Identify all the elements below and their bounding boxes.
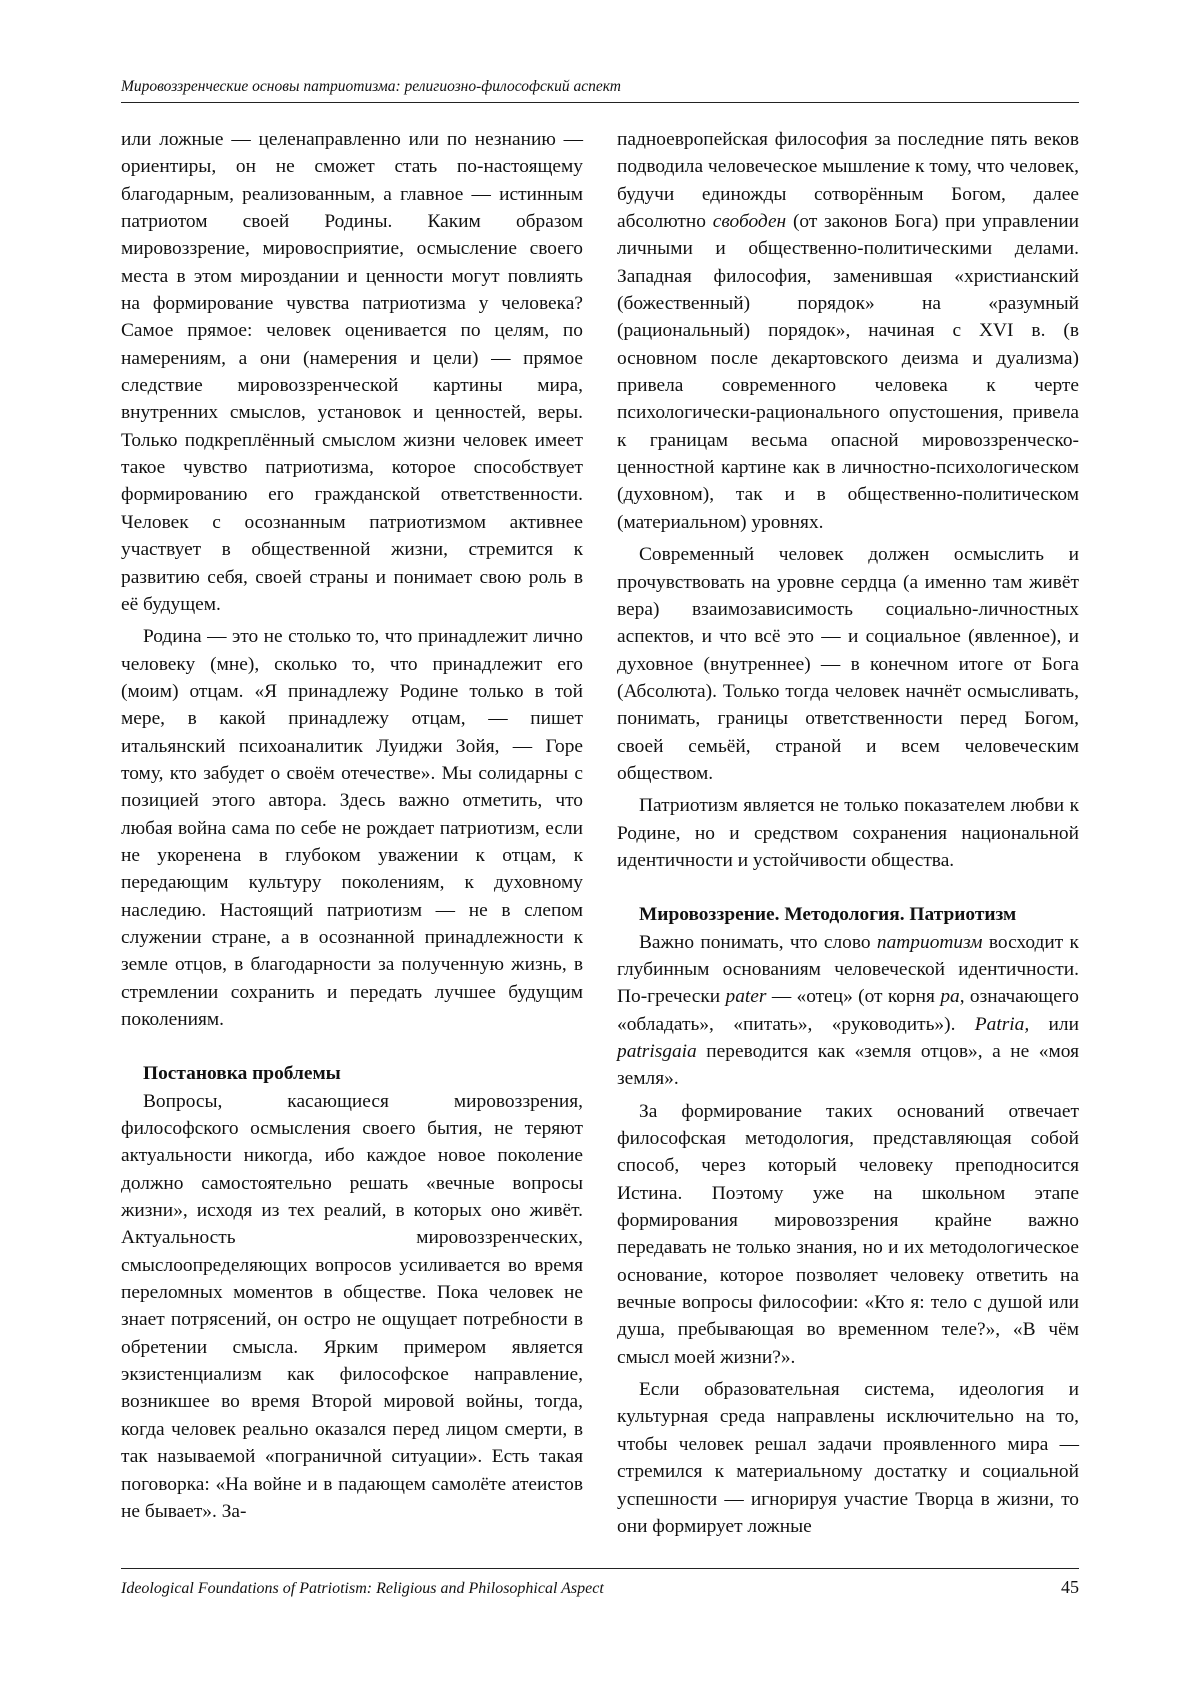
right-paragraph-3: Патриотизм является не только показателем любви к Родине, но и средством сохранения национальной идентичности и устойчивости общества. — [617, 795, 1079, 871]
p4-text-a: Важно понимать, что слово — [639, 931, 871, 953]
footer-divider — [121, 1568, 1079, 1569]
left-column — [121, 126, 583, 1525]
p4-italic-patria: Patria, — [974, 1013, 1030, 1035]
p4-italic-pa: pa — [940, 986, 960, 1008]
right-p1-italic: свободен — [712, 211, 787, 233]
p4-text-d: , означающего «обладать», «питать», «руководить»). — [617, 986, 1080, 1035]
right-paragraph-2: Современный человек должен осмыслить и прочувствовать на уровне сердца (а именно там живёт вера) взаимозависимость социально-личностных аспектов, и что всё это — и социальное (явленное), и духовное (внутреннее) — в конечном итоге от Бога (Абсолюта). Только тогда человек начнёт осмысливать, понимать, границы ответственности перед Богом, своей семьёй, страной и всем человеческим обществом. — [617, 544, 1079, 784]
right-column — [617, 126, 1079, 1540]
left-paragraph-1: или ложные — целенаправленно или по незнанию — ориентиры, он не сможет стать по-настоящему благодарным, реализованным, а главное — истинным патриотом своей Родины. Каким образом мировоззрение, мировосприятие, осмысление своего места в этом мироздании и ценности могут повлиять на формирование чувства патриотизма у человека? Самое прямое: человек оценивается по целям, по намерениям, а они (намерения и цели) — прямое следствие мировоззренческой картины мира, внутренних смыслов, установок и ценностей, веры. Только подкреплённый смыслом жизни человек имеет такое чувство патриотизма, которое способствует формированию его гражданской ответственности. Человек с осознанным патриотизмом активнее участвует в общественной жизни, стремится к развитию себя, своей страны и понимает свою роль в её будущем. — [121, 129, 583, 615]
p4-italic-patrisgaia: patrisgaia — [617, 1041, 697, 1062]
left-paragraph-2: Родина — это не столько то, что принадлежит лично человеку (мне), сколько то, что принадлежит его (моим) отцам. «Я принадлежу Родине только в той мере, в какой принадлежу отцам, — пишет итальянский психоаналитик Луиджи Зойя, — Горе тому, кто забудет о своём отечестве». Мы солидарны с позицией этого автора. Здесь важно отметить, что любая война сама по себе не рождает патриотизм, если не укоренена в глубоком уважении к отцам, к передающим культуру поколениям, к духовному наследию. Настоящий патриотизм — не в слепом служении стране, а в осознанной принадлежности к земле отцов, в благодарности за полученную жизнь, в стремлении сохранить и передать лучшее будущим поколениям. — [121, 626, 583, 1030]
p4-text-e: или — [1048, 1013, 1079, 1035]
p4-text-b: восходит к глубинным основаниям человеческой идентичности. По-гречески — [617, 931, 1079, 1008]
right-paragraph-4 — [617, 929, 1079, 1093]
right-paragraph-1 — [617, 126, 1079, 536]
running-header: Мировоззренческие основы патриотизма: религиозно-философский аспект — [121, 76, 1079, 103]
p4-italic-pater: pater — [725, 986, 767, 1008]
left-paragraph-3: Вопросы, касающиеся мировоззрения, философского осмысления своего бытия, не теряют актуальности никогда, ибо каждое новое поколение должно самостоятельно решать «вечные вопросы жизни», исходя из тех реалий, в которых оно живёт. Актуальность мировоззренческих, смыслоопределяющих вопросов усиливается во время переломных моментов в обществе. Пока человек не знает потрясений, он остро не ощущает потребности в обретении смысла. Ярким примером является экзистенциализм как философское направление, возникшее во время Второй мировой войны, тогда, когда человек реально оказался перед лицом смерти, в так называемой «пограничной ситуации». Есть такая поговорка: «На войне и в падающем самолёте атеистов не бывает». За- — [121, 1090, 583, 1522]
section-heading-problem: Постановка проблемы — [143, 1063, 341, 1085]
right-paragraph-5: За формирование таких оснований отвечает философская методология, представляющая собой способ, через который человеку преподносится Истина. Поэтому уже на школьном этапе формирования мировоззрения крайне важно передавать не только знания, но и их методологическое основание, которое позволяет человеку ответить на вечные вопросы философии: «Кто я: тело с душой или душа, пребывающая во временном теле?», «В чём смысл моей жизни?». — [617, 1100, 1079, 1368]
section-heading-worldview: Мировоззрение. Методология. Патриотизм — [639, 904, 1017, 926]
page-number: 45 — [1061, 1577, 1079, 1597]
right-p1-text: падноевропейская философия за последние пять веков подводила человеческое мышление к тому, что человек, будучи единожды сотворённым Богом, далее абсолютно — [617, 129, 1079, 233]
p4-text-f: переводится как «земля отцов», а не «моя земля». — [617, 1041, 1079, 1090]
p4-text-c: — «отец» (от корня — [771, 986, 935, 1008]
right-paragraph-6: Если образовательная система, идеология и культурная среда направлены исключительно на то, чтобы человек решал задачи проявленного мира — стремился к материальному достатку и социальной успешности — игнорируя участие Творца в жизни, то они формирует ложные — [617, 1379, 1079, 1537]
footer-title: Ideological Foundations of Patriotism: Religious and Philosophical Aspect — [121, 1580, 604, 1597]
p4-italic-patriotism: патриотизм — [876, 931, 983, 953]
right-p1-rest: (от законов Бога) при управлении личными и общественно-политическими делами. Западная философия, заменившая «христианский (божественный) порядок» на «разумный (рациональный) порядок», начиная с XVI в. (в основном после декартовского деизма и дуализма) привела современного человека к черте психологически-рационального опустошения, привела к границам весьма опасной мировоззренческо-ценностной картине как в личностно-психологическом (духовном), так и в общественно-политическом (материальном) уровнях. — [617, 211, 1079, 533]
